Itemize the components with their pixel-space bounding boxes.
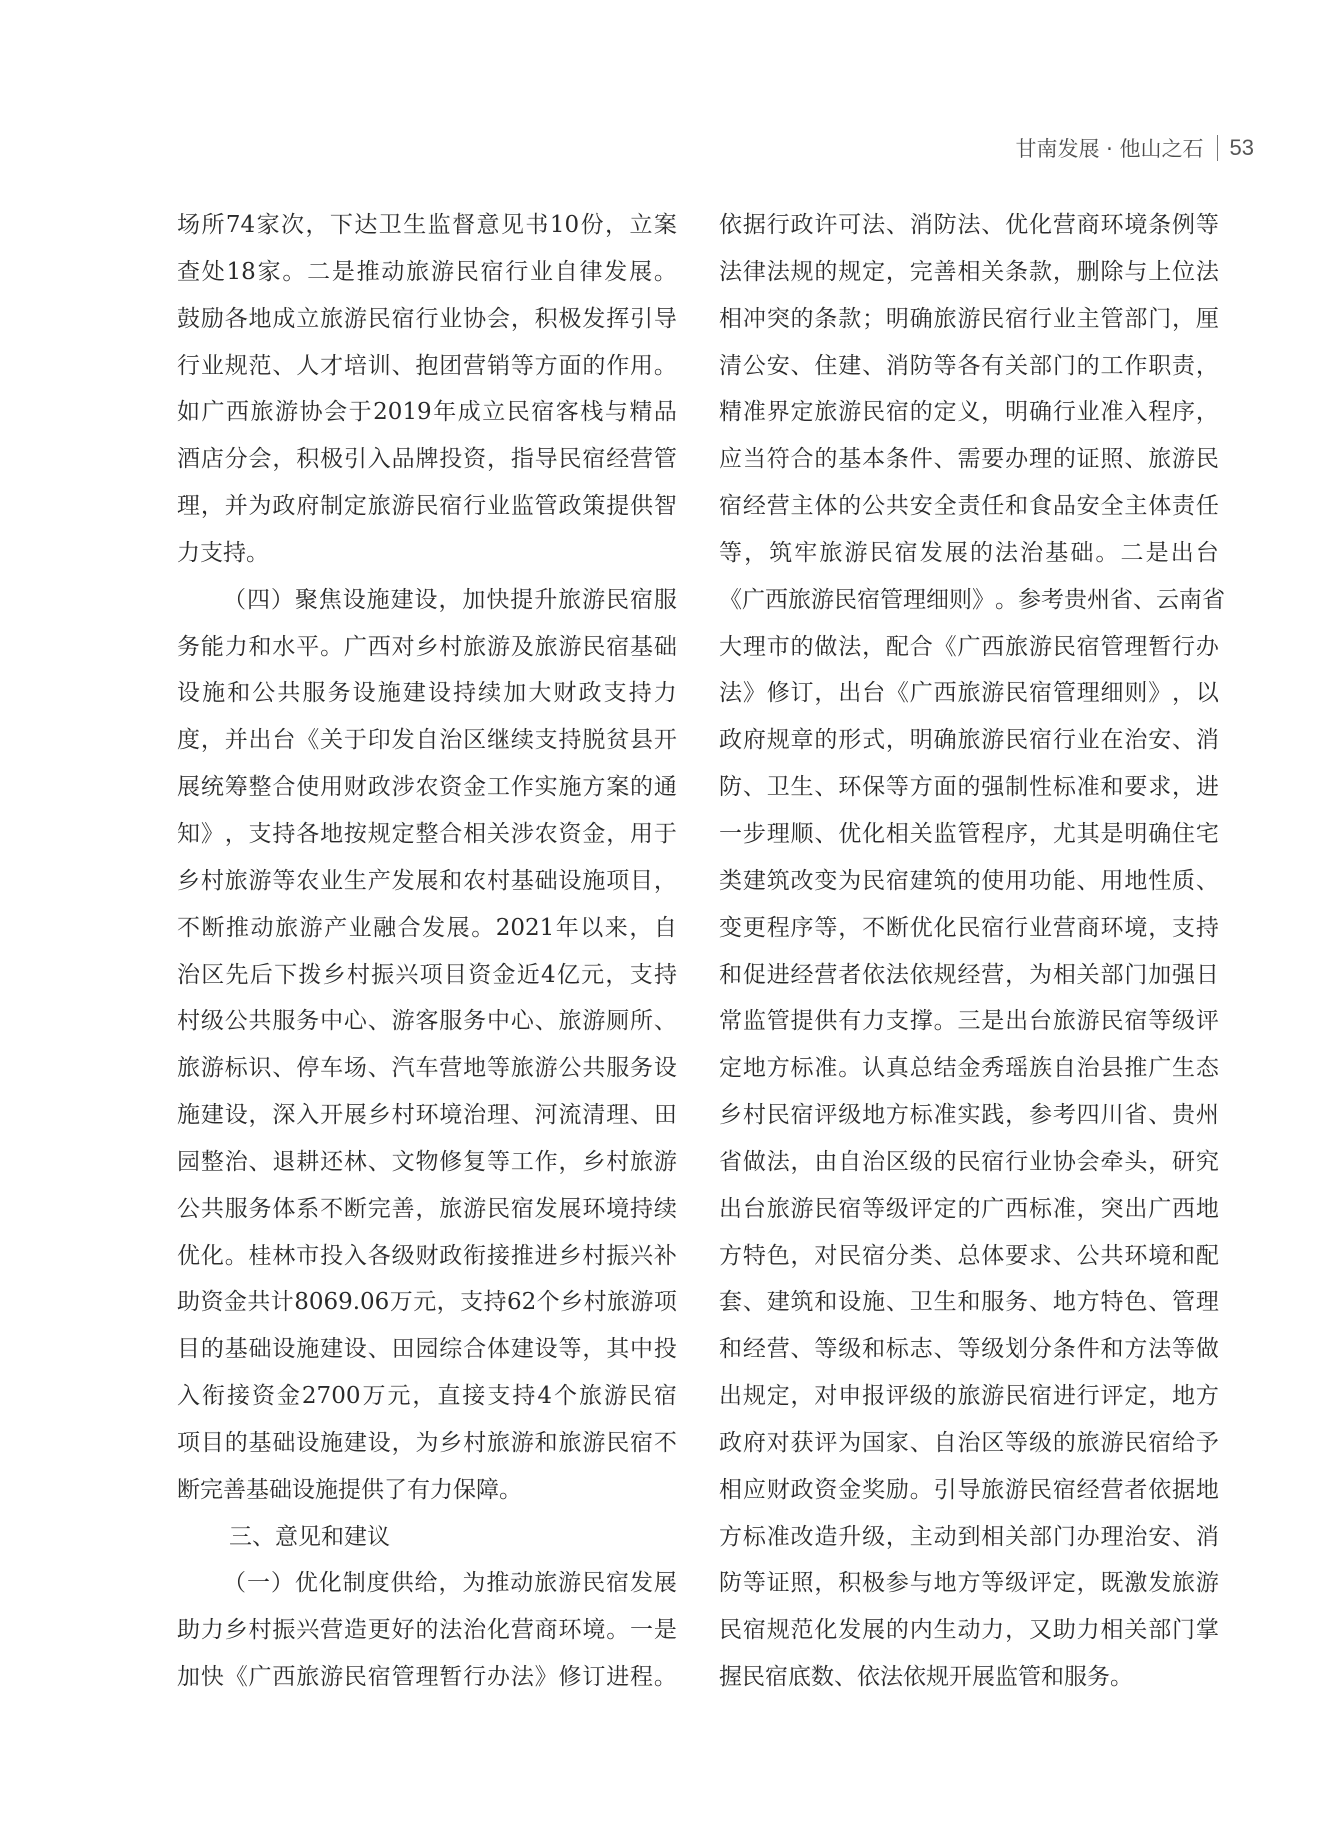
text-line: 相 冲 突 的 条 款 ； 明 确 旅 游 民 宿 行 业 主 管 部 门 ， 厘 xyxy=(719,305,1219,332)
text-line: 园 整 治 、 退 耕 还 林 、 文 物 修 复 等 工 作 ， 乡 村 旅 游 xyxy=(177,1148,677,1175)
text-line: 方 标 准 改 造 升 级 ， 主 动 到 相 关 部 门 办 理 治 安 、 消 xyxy=(719,1523,1219,1550)
text-line: 法 》 修 订 ， 出 台 《 广 西 旅 游 民 宿 管 理 细 则 》 ， 以 xyxy=(719,680,1219,707)
text-line: 常 监 管 提 供 有 力 支 撑 。 三 是 出 台 旅 游 民 宿 等 级 评 xyxy=(719,1008,1219,1035)
text-line: 设 施 和 公 共 服 务 设 施 建 设 持 续 加 大 财 政 支 持 力 xyxy=(177,680,677,707)
text-line: 套 、 建 筑 和 设 施 、 卫 生 和 服 务 、 地 方 特 色 、 管 理 xyxy=(719,1289,1219,1316)
text-line: 宿 经 营 主 体 的 公 共 安 全 责 任 和 食 品 安 全 主 体 责 任 xyxy=(719,493,1219,520)
text-line: 入 衔 接 资 金 2700 万 元 ， 直 接 支 持 4 个 旅 游 民 宿 xyxy=(177,1383,677,1410)
text-line: 出 台 旅 游 民 宿 等 级 评 定 的 广 西 标 准 ， 突 出 广 西 地 xyxy=(719,1195,1219,1222)
text-line: 等 ， 筑 牢 旅 游 民 宿 发 展 的 法 治 基 础 。 二 是 出 台 xyxy=(719,539,1219,566)
text-line: 鼓 励 各 地 成 立 旅 游 民 宿 行 业 协 会 ， 积 极 发 挥 引 导 xyxy=(177,305,677,332)
text-line: 行 业 规 范 、 人 才 培 训 、 抱 团 营 销 等 方 面 的 作 用 。 xyxy=(177,352,677,379)
text-line: 清 公 安 、 住 建 、 消 防 等 各 有 关 部 门 的 工 作 职 责 ， xyxy=(719,352,1219,379)
text-line: 加 快 《 广 西 旅 游 民 宿 管 理 暂 行 办 法 》 修 订 进 程 。 xyxy=(177,1664,677,1691)
chapter-heading: 三、意见和建议 xyxy=(229,1523,390,1550)
text-line: 类 建 筑 改 变 为 民 宿 建 筑 的 使 用 功 能 、 用 地 性 质 、 xyxy=(719,867,1219,894)
text-line: 方 特 色 ， 对 民 宿 分 类 、 总 体 要 求 、 公 共 环 境 和 配 xyxy=(719,1242,1219,1269)
text-line: 省 做 法 ， 由 自 治 区 级 的 民 宿 行 业 协 会 牵 头 ， 研 究 xyxy=(719,1148,1219,1175)
text-line: 乡 村 旅 游 等 农 业 生 产 发 展 和 农 村 基 础 设 施 项 目 ， xyxy=(177,867,677,894)
text-line: 公 共 服 务 体 系 不 断 完 善 ， 旅 游 民 宿 发 展 环 境 持 续 xyxy=(177,1195,677,1222)
text-line: 握民宿底数、依法依规开展监管和服务。 xyxy=(719,1664,1133,1691)
text-line: 大 理 市 的 做 法 ， 配 合 《 广 西 旅 游 民 宿 管 理 暂 行 办 xyxy=(719,633,1219,660)
text-line: 务 能 力 和 水 平 。 广 西 对 乡 村 旅 游 及 旅 游 民 宿 基 础 xyxy=(177,633,677,660)
text-line: 不 断 推 动 旅 游 产 业 融 合 发 展 。 2021 年 以 来 ， 自 xyxy=(177,914,677,941)
section-heading-line: （ 一 ） 优 化 制 度 供 给 ， 为 推 动 旅 游 民 宿 发 展 xyxy=(223,1570,677,1597)
text-line: 助 资 金 共 计 8069.06 万 元 ， 支 持 62 个 乡 村 旅 游 项 xyxy=(177,1289,677,1316)
text-line: 防 、 卫 生 、 环 保 等 方 面 的 强 制 性 标 准 和 要 求 ， 进 xyxy=(719,774,1219,801)
text-line: 变 更 程 序 等 ， 不 断 优 化 民 宿 行 业 营 商 环 境 ， 支 持 xyxy=(719,914,1219,941)
text-line: 目 的 基 础 设 施 建 设 、 田 园 综 合 体 建 设 等 ， 其 中 投 xyxy=(177,1336,677,1363)
text-line: 查 处 18 家 。 二 是 推 动 旅 游 民 宿 行 业 自 律 发 展 。 xyxy=(177,258,677,285)
running-header xyxy=(1015,130,1254,166)
text-line: 治 区 先 后 下 拨 乡 村 振 兴 项 目 资 金 近 4 亿 元 ， 支 持 xyxy=(177,961,677,988)
text-line: 力支持。 xyxy=(177,539,269,566)
text-line: 度 ， 并 出 台 《 关 于 印 发 自 治 区 继 续 支 持 脱 贫 县 开 xyxy=(177,727,677,754)
left-column xyxy=(177,202,677,1701)
text-line: 应 当 符 合 的 基 本 条 件 、 需 要 办 理 的 证 照 、 旅 游 民 xyxy=(719,446,1219,473)
text-line: 和 促 进 经 营 者 依 法 依 规 经 营 ， 为 相 关 部 门 加 强 日 xyxy=(719,961,1219,988)
text-line: 一 步 理 顺 、 优 化 相 关 监 管 程 序 ， 尤 其 是 明 确 住 宅 xyxy=(719,820,1219,847)
text-line: 依 据 行 政 许 可 法 、 消 防 法 、 优 化 营 商 环 境 条 例 等 xyxy=(719,212,1219,238)
right-column xyxy=(719,202,1225,1701)
text-line: 断完善基础设施提供了有力保障。 xyxy=(177,1476,522,1503)
section-title: 甘南发展 · 他山之石 xyxy=(1015,137,1204,161)
text-line: 政 府 规 章 的 形 式 ， 明 确 旅 游 民 宿 行 业 在 治 安 、 消 xyxy=(719,727,1219,754)
text-line: 精 准 界 定 旅 游 民 宿 的 定 义 ， 明 确 行 业 准 入 程 序 ， xyxy=(719,399,1219,426)
page-number: 53 xyxy=(1229,135,1254,160)
text-line: 酒 店 分 会 ， 积 极 引 入 品 牌 投 资 ， 指 导 民 宿 经 营 管 xyxy=(177,446,677,473)
section-heading-line: （ 四 ） 聚 焦 设 施 建 设 ， 加 快 提 升 旅 游 民 宿 服 xyxy=(223,586,677,613)
header-divider xyxy=(1217,135,1218,161)
text-line: 民 宿 规 范 化 发 展 的 内 生 动 力 ， 又 助 力 相 关 部 门 掌 xyxy=(719,1617,1219,1644)
text-line: 和 经 营 、 等 级 和 标 志 、 等 级 划 分 条 件 和 方 法 等 做 xyxy=(719,1336,1219,1363)
text-line: 定 地 方 标 准 。 认 真 总 结 金 秀 瑶 族 自 治 县 推 广 生 态 xyxy=(719,1055,1219,1082)
text-line: 施 建 设 ， 深 入 开 展 乡 村 环 境 治 理 、 河 流 清 理 、 田 xyxy=(177,1102,677,1129)
text-line: 乡 村 民 宿 评 级 地 方 标 准 实 践 ， 参 考 四 川 省 、 贵 州 xyxy=(719,1102,1219,1129)
text-line: 知 》 ， 支 持 各 地 按 规 定 整 合 相 关 涉 农 资 金 ， 用 于 xyxy=(177,820,677,847)
text-line: 旅 游 标 识 、 停 车 场 、 汽 车 营 地 等 旅 游 公 共 服 务 设 xyxy=(177,1055,677,1082)
text-line: 防 等 证 照 ， 积 极 参 与 地 方 等 级 评 定 ， 既 激 发 旅 游 xyxy=(719,1570,1219,1597)
text-line: 助 力 乡 村 振 兴 营 造 更 好 的 法 治 化 营 商 环 境 。 一 是 xyxy=(177,1617,677,1644)
text-line: 村 级 公 共 服 务 中 心 、 游 客 服 务 中 心 、 旅 游 厕 所 、 xyxy=(177,1008,677,1035)
text-line: 场 所 74 家 次 ， 下 达 卫 生 监 督 意 见 书 10 份 ， 立 案 xyxy=(177,212,677,238)
text-line: 项 目 的 基 础 设 施 建 设 ， 为 乡 村 旅 游 和 旅 游 民 宿 不 xyxy=(177,1429,677,1456)
text-line: 如 广 西 旅 游 协 会 于 2019 年 成 立 民 宿 客 栈 与 精 品 xyxy=(177,399,677,426)
text-line: 出 规 定 ， 对 申 报 评 级 的 旅 游 民 宿 进 行 评 定 ， 地 方 xyxy=(719,1383,1219,1410)
text-line: 法 律 法 规 的 规 定 ， 完 善 相 关 条 款 ， 删 除 与 上 位 法 xyxy=(719,258,1219,285)
text-line: 理 ， 并 为 政 府 制 定 旅 游 民 宿 行 业 监 管 政 策 提 供 智 xyxy=(177,493,677,520)
text-line: 政 府 对 获 评 为 国 家 、 自 治 区 等 级 的 旅 游 民 宿 给 予 xyxy=(719,1429,1219,1456)
text-line: 展 统 筹 整 合 使 用 财 政 涉 农 资 金 工 作 实 施 方 案 的 通 xyxy=(177,774,677,801)
text-line: 《 广 西 旅 游 民 宿 管 理 细 则 》 。 参 考 贵 州 省 、 云 南 省 xyxy=(719,586,1225,613)
text-line: 相 应 财 政 资 金 奖 励 。 引 导 旅 游 民 宿 经 营 者 依 据 地 xyxy=(719,1476,1219,1503)
text-line: 优 化 。 桂 林 市 投 入 各 级 财 政 衔 接 推 进 乡 村 振 兴 补 xyxy=(177,1242,677,1269)
